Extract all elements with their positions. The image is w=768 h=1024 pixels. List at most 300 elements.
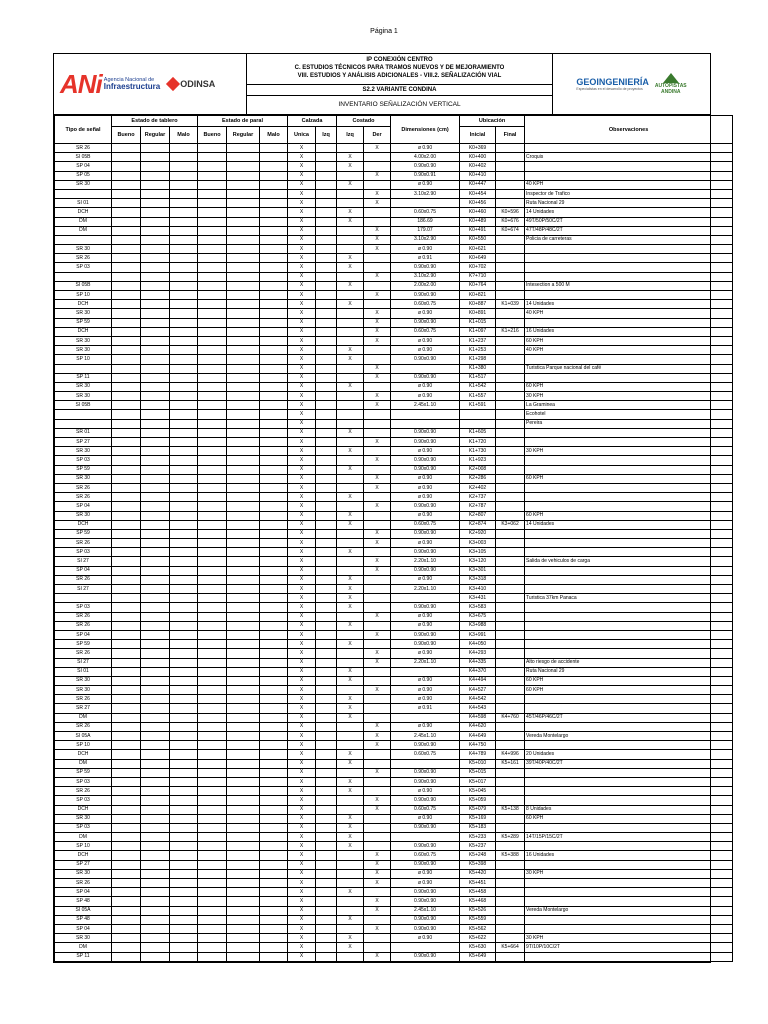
cell-calzada-unica: X (288, 732, 316, 741)
cell-calzada-izq (316, 630, 337, 639)
cell-calzada-unica: X (288, 520, 316, 529)
cell-calzada-unica: X (288, 318, 316, 327)
cell-paral-malo (260, 823, 288, 832)
cell-tablero-malo (170, 502, 198, 511)
cell-costado-der (364, 281, 391, 290)
cell-costado-izq: X (337, 548, 364, 557)
cell-tablero-malo (170, 364, 198, 373)
cell-dimensiones: 0.90x0.90 (391, 428, 460, 437)
cell-tablero-bueno (112, 245, 141, 254)
cell-calzada-izq (316, 603, 337, 612)
cell-paral-regular (227, 392, 260, 401)
cell-tablero-regular (141, 787, 170, 796)
cell-tablero-regular (141, 189, 170, 198)
cell-observaciones (525, 245, 733, 254)
cell-final (496, 309, 525, 318)
cell-dimensiones: ø 0.90 (391, 346, 460, 355)
table-row (55, 851, 733, 860)
cell-dimensiones (391, 833, 460, 842)
cell-final (496, 658, 525, 667)
cell-observaciones (525, 272, 733, 281)
cell-calzada-unica: X (288, 309, 316, 318)
cell-inicial: K5+622 (460, 934, 496, 943)
cell-calzada-izq (316, 833, 337, 842)
col-tablero-regular: Regular (141, 127, 170, 144)
cell-calzada-unica: X (288, 759, 316, 768)
cell-costado-der (364, 548, 391, 557)
table-row (55, 428, 733, 437)
col-paral-bueno: Bueno (198, 127, 227, 144)
cell-tablero-malo (170, 557, 198, 566)
cell-calzada-unica: X (288, 401, 316, 410)
cell-paral-regular (227, 189, 260, 198)
table-row (55, 630, 733, 639)
cell-observaciones (525, 860, 733, 869)
cell-paral-regular (227, 585, 260, 594)
cell-observaciones: 30 KPH (525, 934, 733, 943)
cell-inicial: K2+874 (460, 520, 496, 529)
cell-costado-izq (337, 226, 364, 235)
cell-inicial: K0+491 (460, 226, 496, 235)
cell-calzada-izq (316, 860, 337, 869)
cell-inicial: K5+017 (460, 777, 496, 786)
cell-tablero-regular (141, 199, 170, 208)
cell-final (496, 272, 525, 281)
cell-costado-der: X (364, 869, 391, 878)
cell-final (496, 621, 525, 630)
cell-paral-bueno (198, 483, 227, 492)
cell-tablero-malo (170, 833, 198, 842)
cell-paral-regular (227, 474, 260, 483)
cell-dimensiones: 0.90x0.90 (391, 263, 460, 272)
table-row (55, 272, 733, 281)
cell-tablero-regular (141, 741, 170, 750)
cell-paral-bueno (198, 796, 227, 805)
cell-paral-malo (260, 621, 288, 630)
cell-dimensiones: 0.90x0.90 (391, 465, 460, 474)
cell-observaciones (525, 924, 733, 933)
cell-final (496, 474, 525, 483)
cell-dimensiones: ø 0.90 (391, 493, 460, 502)
table-row (55, 465, 733, 474)
cell-observaciones (525, 171, 733, 180)
cell-costado-izq: X (337, 759, 364, 768)
cell-costado-izq (337, 373, 364, 382)
cell-calzada-unica: X (288, 529, 316, 538)
cell-calzada-unica: X (288, 750, 316, 759)
cell-costado-izq (337, 336, 364, 345)
cell-calzada-unica: X (288, 934, 316, 943)
cell-tipo: SP 04 (55, 630, 112, 639)
cell-costado-izq (337, 566, 364, 575)
cell-paral-bueno (198, 474, 227, 483)
cell-tablero-regular (141, 796, 170, 805)
cell-calzada-izq (316, 787, 337, 796)
cell-tablero-bueno (112, 465, 141, 474)
cell-tablero-malo (170, 585, 198, 594)
cell-costado-der (364, 915, 391, 924)
cell-paral-bueno (198, 465, 227, 474)
cell-tablero-bueno (112, 235, 141, 244)
cell-dimensiones: ø 0.90 (391, 695, 460, 704)
cell-paral-regular (227, 750, 260, 759)
cell-costado-izq: X (337, 823, 364, 832)
cell-tipo (55, 410, 112, 419)
cell-tablero-regular (141, 805, 170, 814)
cell-dimensiones: ø 0.90 (391, 621, 460, 630)
cell-tipo: SP 03 (55, 603, 112, 612)
cell-calzada-unica: X (288, 493, 316, 502)
cell-final (496, 897, 525, 906)
cell-tablero-malo (170, 649, 198, 658)
cell-calzada-izq (316, 851, 337, 860)
cell-tablero-malo (170, 245, 198, 254)
cell-calzada-izq (316, 447, 337, 456)
cell-calzada-unica: X (288, 943, 316, 952)
cell-paral-bueno (198, 934, 227, 943)
ani-logo-line1: Agencia Nacional de (103, 76, 155, 83)
cell-paral-malo (260, 355, 288, 364)
cell-paral-malo (260, 630, 288, 639)
table-row (55, 520, 733, 529)
cell-paral-regular (227, 373, 260, 382)
cell-observaciones: Turistica 37km Panaca (525, 594, 733, 603)
cell-calzada-unica: X (288, 189, 316, 198)
cell-dimensiones: 0.90x0.90 (391, 438, 460, 447)
cell-tablero-malo (170, 456, 198, 465)
cell-tipo: SI 27 (55, 585, 112, 594)
cell-dimensiones: 0.90x0.90 (391, 915, 460, 924)
cell-observaciones: 30 KPH (525, 869, 733, 878)
cell-observaciones (525, 787, 733, 796)
table-row (55, 346, 733, 355)
table-row (55, 336, 733, 345)
col-tablero-bueno: Bueno (112, 127, 141, 144)
cell-paral-regular (227, 649, 260, 658)
cell-final: K3+062 (496, 520, 525, 529)
cell-tablero-malo (170, 952, 198, 961)
cell-costado-izq (337, 732, 364, 741)
cell-tablero-bueno (112, 199, 141, 208)
cell-tablero-malo (170, 704, 198, 713)
table-row (55, 189, 733, 198)
cell-costado-izq: X (337, 217, 364, 226)
cell-calzada-izq (316, 649, 337, 658)
cell-tablero-regular (141, 144, 170, 153)
cell-final (496, 649, 525, 658)
cell-final (496, 667, 525, 676)
cell-tablero-regular (141, 722, 170, 731)
cell-final (496, 245, 525, 254)
cell-tipo: SP 11 (55, 952, 112, 961)
cell-tablero-malo (170, 355, 198, 364)
table-row (55, 327, 733, 336)
cell-paral-regular (227, 695, 260, 704)
cell-paral-regular (227, 180, 260, 189)
cell-inicial: K3+301 (460, 566, 496, 575)
cell-tipo: SP 04 (55, 162, 112, 171)
cell-costado-izq: X (337, 162, 364, 171)
cell-tablero-bueno (112, 805, 141, 814)
cell-costado-izq (337, 869, 364, 878)
cell-tablero-regular (141, 456, 170, 465)
cell-costado-izq (337, 474, 364, 483)
cell-calzada-unica: X (288, 915, 316, 924)
cell-tablero-bueno (112, 447, 141, 456)
cell-costado-der: X (364, 649, 391, 658)
cell-observaciones: 16 Unidades (525, 327, 733, 336)
cell-tipo (55, 189, 112, 198)
table-row (55, 585, 733, 594)
ani-logo-mark: ANi (60, 69, 102, 99)
table-row (55, 373, 733, 382)
cell-tipo (55, 235, 112, 244)
cell-paral-regular (227, 511, 260, 520)
cell-observaciones (525, 291, 733, 300)
cell-inicial: K5+649 (460, 952, 496, 961)
cell-paral-bueno (198, 153, 227, 162)
cell-final: K5+289 (496, 833, 525, 842)
cell-tablero-regular (141, 934, 170, 943)
cell-calzada-izq (316, 879, 337, 888)
cell-tablero-malo (170, 336, 198, 345)
cell-tablero-regular (141, 401, 170, 410)
cell-observaciones: 60 KPH (525, 814, 733, 823)
cell-paral-malo (260, 888, 288, 897)
cell-calzada-unica: X (288, 823, 316, 832)
cell-tablero-regular (141, 640, 170, 649)
cell-tablero-regular (141, 603, 170, 612)
cell-final (496, 566, 525, 575)
cell-final (496, 860, 525, 869)
cell-calzada-unica: X (288, 235, 316, 244)
cell-tablero-malo (170, 346, 198, 355)
cell-tablero-bueno (112, 612, 141, 621)
cell-paral-regular (227, 924, 260, 933)
cell-tablero-regular (141, 732, 170, 741)
cell-tablero-malo (170, 805, 198, 814)
cell-paral-regular (227, 566, 260, 575)
cell-paral-bueno (198, 428, 227, 437)
cell-calzada-izq (316, 199, 337, 208)
cell-tablero-bueno (112, 456, 141, 465)
cell-paral-malo (260, 667, 288, 676)
cell-calzada-izq (316, 226, 337, 235)
cell-costado-izq: X (337, 888, 364, 897)
cell-calzada-izq (316, 438, 337, 447)
cell-observaciones (525, 539, 733, 548)
cell-tipo: SR 26 (55, 649, 112, 658)
cell-costado-der: X (364, 474, 391, 483)
cell-tablero-malo (170, 823, 198, 832)
cell-tablero-regular (141, 419, 170, 428)
cell-paral-malo (260, 217, 288, 226)
cell-tablero-bueno (112, 189, 141, 198)
cell-tablero-malo (170, 548, 198, 557)
cell-inicial: K0+764 (460, 281, 496, 290)
cell-observaciones: 60 KPH (525, 676, 733, 685)
cell-dimensiones: 0.90x0.90 (391, 373, 460, 382)
table-row (55, 548, 733, 557)
ani-logo (60, 71, 160, 97)
cell-tablero-regular (141, 300, 170, 309)
cell-paral-regular (227, 805, 260, 814)
cell-dimensiones: 0.60x0.75 (391, 327, 460, 336)
cell-paral-bueno (198, 814, 227, 823)
cell-tablero-malo (170, 208, 198, 217)
cell-paral-regular (227, 456, 260, 465)
cell-calzada-unica: X (288, 539, 316, 548)
cell-observaciones (525, 640, 733, 649)
cell-final (496, 382, 525, 391)
cell-calzada-unica: X (288, 226, 316, 235)
cell-calzada-unica: X (288, 649, 316, 658)
cell-paral-malo (260, 291, 288, 300)
cell-inicial: K5+526 (460, 906, 496, 915)
cell-paral-malo (260, 787, 288, 796)
table-row (55, 180, 733, 189)
cell-paral-bueno (198, 493, 227, 502)
cell-paral-regular (227, 144, 260, 153)
cell-tipo: SP 27 (55, 438, 112, 447)
cell-tipo: SI 05B (55, 153, 112, 162)
cell-tablero-malo (170, 732, 198, 741)
table-row (55, 144, 733, 153)
cell-inicial: K2+286 (460, 474, 496, 483)
cell-dimensiones: 0.60x0.75 (391, 750, 460, 759)
cell-paral-bueno (198, 226, 227, 235)
cell-inicial: K4+494 (460, 676, 496, 685)
cell-final (496, 676, 525, 685)
cell-dimensiones: ø 0.90 (391, 474, 460, 483)
cell-paral-regular (227, 162, 260, 171)
cell-observaciones: Salida de vehiculos de carga (525, 557, 733, 566)
cell-final (496, 823, 525, 832)
cell-tablero-malo (170, 842, 198, 851)
cell-final (496, 428, 525, 437)
cell-tipo: SR 30 (55, 814, 112, 823)
cell-calzada-unica: X (288, 704, 316, 713)
cell-tablero-regular (141, 869, 170, 878)
cell-costado-der: X (364, 392, 391, 401)
cell-final: K0+674 (496, 226, 525, 235)
cell-tipo: DCH (55, 805, 112, 814)
cell-tablero-malo (170, 483, 198, 492)
cell-dimensiones (391, 713, 460, 722)
cell-dimensiones: ø 0.90 (391, 676, 460, 685)
cell-tablero-malo (170, 676, 198, 685)
cell-costado-izq (337, 401, 364, 410)
cell-paral-bueno (198, 539, 227, 548)
cell-tipo: SP 04 (55, 924, 112, 933)
cell-observaciones: 14 Unidades (525, 520, 733, 529)
cell-paral-regular (227, 722, 260, 731)
cell-costado-der (364, 943, 391, 952)
cell-tipo: SP 59 (55, 640, 112, 649)
cell-dimensiones: 2.45x1.10 (391, 906, 460, 915)
table-row (55, 814, 733, 823)
cell-costado-der: X (364, 144, 391, 153)
cell-tablero-regular (141, 474, 170, 483)
cell-inicial: K5+468 (460, 897, 496, 906)
cell-tablero-malo (170, 667, 198, 676)
cell-costado-izq: X (337, 575, 364, 584)
cell-costado-izq (337, 235, 364, 244)
cell-dimensiones: 0.90x0.90 (391, 603, 460, 612)
cell-paral-bueno (198, 594, 227, 603)
cell-tablero-malo (170, 254, 198, 263)
cell-final (496, 814, 525, 823)
cell-inicial: K5+169 (460, 814, 496, 823)
cell-tablero-malo (170, 787, 198, 796)
table-body (55, 144, 733, 962)
cell-final (496, 548, 525, 557)
cell-tablero-malo (170, 428, 198, 437)
cell-dimensiones (391, 364, 460, 373)
cell-tipo: SR 26 (55, 787, 112, 796)
cell-paral-bueno (198, 254, 227, 263)
cell-tablero-bueno (112, 713, 141, 722)
cell-final (496, 401, 525, 410)
cell-dimensiones: 0.90x0.90 (391, 768, 460, 777)
cell-calzada-izq (316, 952, 337, 961)
cell-calzada-unica: X (288, 722, 316, 731)
table-row (55, 410, 733, 419)
cell-calzada-izq (316, 814, 337, 823)
cell-calzada-izq (316, 346, 337, 355)
cell-inicial: K4+598 (460, 713, 496, 722)
table-row (55, 842, 733, 851)
cell-costado-der: X (364, 630, 391, 639)
cell-paral-bueno (198, 291, 227, 300)
cell-paral-malo (260, 144, 288, 153)
cell-calzada-unica: X (288, 474, 316, 483)
cell-tablero-regular (141, 438, 170, 447)
cell-tipo: SP 03 (55, 548, 112, 557)
cell-paral-regular (227, 401, 260, 410)
table-row (55, 254, 733, 263)
cell-dimensiones: 0.90x0.90 (391, 741, 460, 750)
cell-costado-der (364, 346, 391, 355)
cell-costado-der (364, 410, 391, 419)
cell-paral-bueno (198, 235, 227, 244)
cell-costado-izq (337, 879, 364, 888)
table-row (55, 382, 733, 391)
cell-tablero-bueno (112, 906, 141, 915)
cell-observaciones: 30 KPH (525, 447, 733, 456)
cell-calzada-izq (316, 428, 337, 437)
cell-tablero-bueno (112, 695, 141, 704)
cell-paral-regular (227, 254, 260, 263)
table-row (55, 171, 733, 180)
cell-tipo: SR 30 (55, 180, 112, 189)
cell-paral-regular (227, 888, 260, 897)
cell-tablero-bueno (112, 924, 141, 933)
cell-paral-malo (260, 428, 288, 437)
cell-paral-bueno (198, 456, 227, 465)
cell-paral-malo (260, 897, 288, 906)
cell-costado-izq (337, 952, 364, 961)
cell-paral-malo (260, 511, 288, 520)
cell-paral-bueno (198, 392, 227, 401)
cell-inicial: K5+237 (460, 842, 496, 851)
cell-tablero-bueno (112, 254, 141, 263)
cell-costado-izq (337, 272, 364, 281)
cell-paral-malo (260, 364, 288, 373)
cell-paral-malo (260, 309, 288, 318)
cell-calzada-unica: X (288, 144, 316, 153)
table-row (55, 686, 733, 695)
